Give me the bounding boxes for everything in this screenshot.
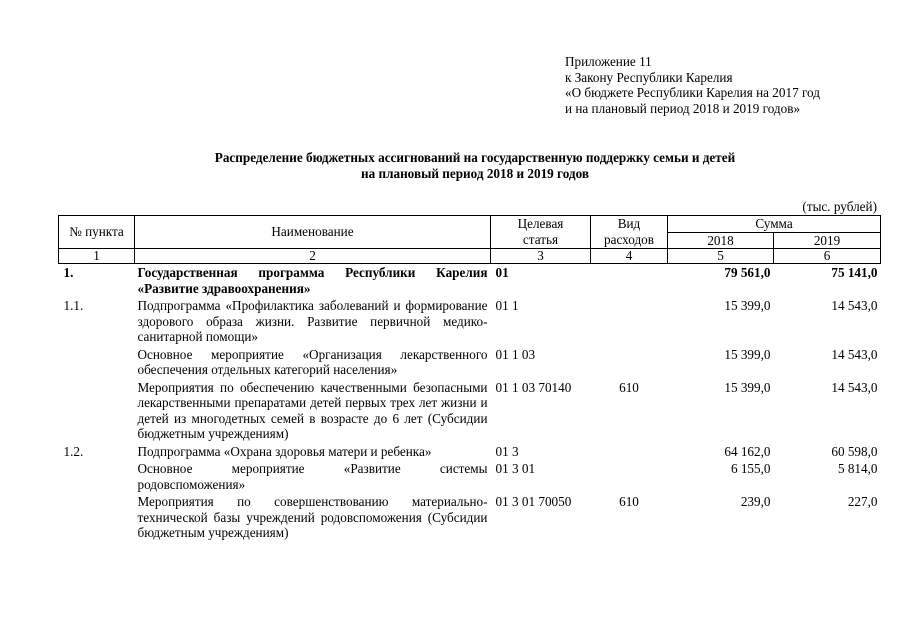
- row-number: 1.: [63, 265, 74, 280]
- table-row: [59, 379, 881, 443]
- row-expense-type: 610: [619, 379, 639, 395]
- row-number: [59, 379, 135, 443]
- column-number: 4: [591, 249, 668, 264]
- header-2018: 2018: [668, 232, 774, 249]
- row-name: Мероприятия по совершенствованию материально-технической базы учреждений родовспоможения (Субсидии бюджетным учреждениям): [137, 494, 488, 540]
- column-number: 2: [135, 249, 491, 264]
- column-number: 1: [59, 249, 135, 264]
- table-row: [59, 346, 881, 379]
- appendix-line: «О бюджете Республики Карелия на 2017 год: [565, 85, 820, 100]
- row-target-code: 01 3: [495, 443, 519, 459]
- row-amount-2019: 75 141,0: [831, 265, 878, 280]
- units-label: (тыс. рублей): [802, 199, 877, 214]
- appendix-line: Приложение 11: [565, 54, 652, 69]
- row-name: Подпрограмма «Охрана здоровья матери и ребенка»: [137, 443, 432, 459]
- header-code: [491, 216, 591, 249]
- row-expense-type: [591, 297, 668, 346]
- row-name: Основное мероприятие «Развитие системы родовспоможения»: [137, 461, 488, 492]
- row-amount-2019: 14 543,0: [831, 298, 878, 313]
- row-target-code: 01 1: [495, 298, 519, 313]
- row-name: Государственная программа Республики Карелия «Развитие здравоохранения»: [137, 265, 488, 296]
- row-target-code: 01 3 01: [495, 461, 536, 476]
- row-amount-2019: 14 543,0: [831, 379, 878, 395]
- appendix-header: [565, 54, 820, 116]
- appendix-line: и на плановый период 2018 и 2019 годов»: [565, 100, 801, 116]
- row-expense-type: [591, 264, 668, 298]
- row-amount-2018: 15 399,0: [724, 379, 771, 395]
- row-number: [59, 460, 135, 493]
- row-amount-2019: 227,0: [847, 494, 878, 509]
- table-row: [59, 297, 881, 346]
- header-code-line-2: статья: [522, 231, 559, 247]
- row-target-code: 01 1 03 70140: [495, 379, 572, 395]
- header-type: [591, 216, 668, 249]
- row-target-code: 01 3 01 70050: [495, 494, 572, 509]
- table-header: [59, 216, 881, 264]
- title-line-2: на плановый период 2018 и 2019 годов: [361, 166, 589, 181]
- table-row: [59, 493, 881, 542]
- header-sum: Сумма: [668, 216, 881, 233]
- row-expense-type: [591, 346, 668, 379]
- row-amount-2019: 5 814,0: [837, 461, 878, 476]
- row-expense-type: 610: [619, 494, 639, 509]
- row-target-code: 01: [495, 265, 509, 280]
- table-body: [59, 264, 881, 542]
- table-row: [59, 460, 881, 493]
- header-2019: 2019: [774, 232, 881, 249]
- row-number: 1.1.: [63, 298, 84, 313]
- header-num: № пункта: [59, 216, 135, 249]
- column-number: 3: [491, 249, 591, 264]
- header-code-line-1: Целевая: [517, 216, 564, 231]
- header-name: Наименование: [135, 216, 491, 249]
- column-number: 5: [668, 249, 774, 264]
- column-number: 6: [774, 249, 881, 264]
- row-amount-2019: 60 598,0: [831, 443, 878, 459]
- row-amount-2018: 64 162,0: [724, 443, 771, 459]
- document-title: [80, 150, 870, 182]
- appendix-line: к Закону Республики Карелия: [565, 69, 733, 85]
- title-line-1: Распределение бюджетных ассигнований на государственную поддержку семьи и детей: [214, 150, 736, 165]
- row-amount-2018: 79 561,0: [724, 265, 771, 280]
- header-type-line-1: Вид: [617, 216, 641, 231]
- row-amount-2018: 239,0: [740, 494, 771, 509]
- budget-table: [58, 215, 881, 542]
- column-number-row: [59, 249, 881, 264]
- table-row: [59, 443, 881, 461]
- row-amount-2018: 15 399,0: [724, 346, 771, 362]
- row-name: Мероприятия по обеспечению качественными безопасными лекарственными препаратами детей первых трех лет жизни и детей из многодетных семей в возрасте до 6 лет (Субсидии бюджетным учреждениям): [137, 379, 488, 441]
- row-target-code: 01 1 03: [495, 346, 536, 362]
- row-name: Подпрограмма «Профилактика заболеваний и формирование здорового образа жизни. Развитие первичной медико-санитарной помощи»: [137, 298, 488, 344]
- row-number: [59, 346, 135, 379]
- row-number: [59, 493, 135, 542]
- row-amount-2019: 14 543,0: [831, 346, 878, 362]
- table-row: [59, 264, 881, 298]
- header-type-line-2: расходов: [604, 231, 654, 247]
- row-number: 1.2.: [63, 443, 84, 459]
- row-amount-2018: 6 155,0: [730, 461, 771, 476]
- row-name: Основное мероприятие «Организация лекарственного обеспечения отдельных категорий населения»: [137, 346, 488, 377]
- row-amount-2018: 15 399,0: [724, 298, 771, 313]
- row-expense-type: [591, 443, 668, 461]
- row-expense-type: [591, 460, 668, 493]
